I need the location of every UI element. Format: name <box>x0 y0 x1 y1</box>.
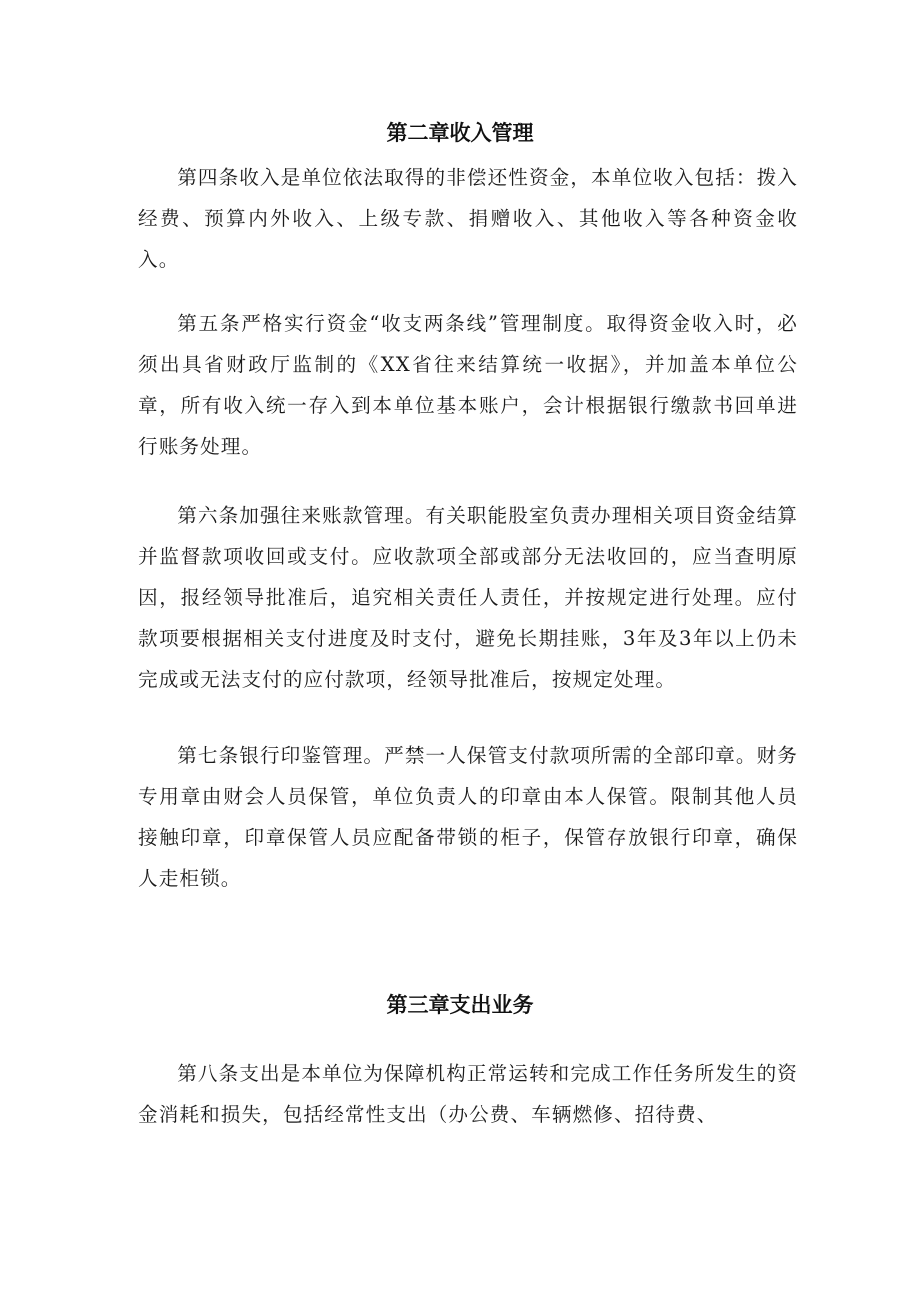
article-6: 第六条加强往来账款管理。有关职能股室负责办理相关项目资金结算并监督款项收回或支付。应收款项全部或部分无法收回的，应当查明原因，报经领导批准后，追究相关责任人责任，并按规定进行处理。应付款项要根据相关支付进度及时支付，避免长期挂账，3年及3年以上仍未完成或无法支付的应付款项，经领导批准后，按规定处理。 <box>138 504 798 691</box>
article-8: 第八条支出是本单位为保障机构正常运转和完成工作任务所发生的资金消耗和损失，包括经常性支出（办公费、车辆燃修、招待费、 <box>138 1062 798 1126</box>
article-5: 第五条严格实行资金“收支两条线”管理制度。取得资金收入时，必须出具省财政厅监制的《XX省往来结算统一收据》，并加盖本单位公章，所有收入统一存入到本单位基本账户，会计根据银行缴款书回单进行账务处理。 <box>138 312 798 458</box>
article-7: 第七条银行印鉴管理。严禁一人保管支付款项所需的全部印章。财务专用章由财会人员保管，单位负责人的印章由本人保管。限制其他人员接触印章，印章保管人员应配备带锁的柜子，保管存放银行印章，确保人走柜锁。 <box>138 744 798 890</box>
chapter-3-title: 第三章支出业务 <box>386 993 534 1017</box>
article-4: 第四条收入是单位依法取得的非偿还性资金，本单位收入包括：拨入经费、预算内外收入、上级专款、捐赠收入、其他收入等各种资金收入。 <box>138 166 798 271</box>
chapter-2-title: 第二章收入管理 <box>386 121 534 145</box>
